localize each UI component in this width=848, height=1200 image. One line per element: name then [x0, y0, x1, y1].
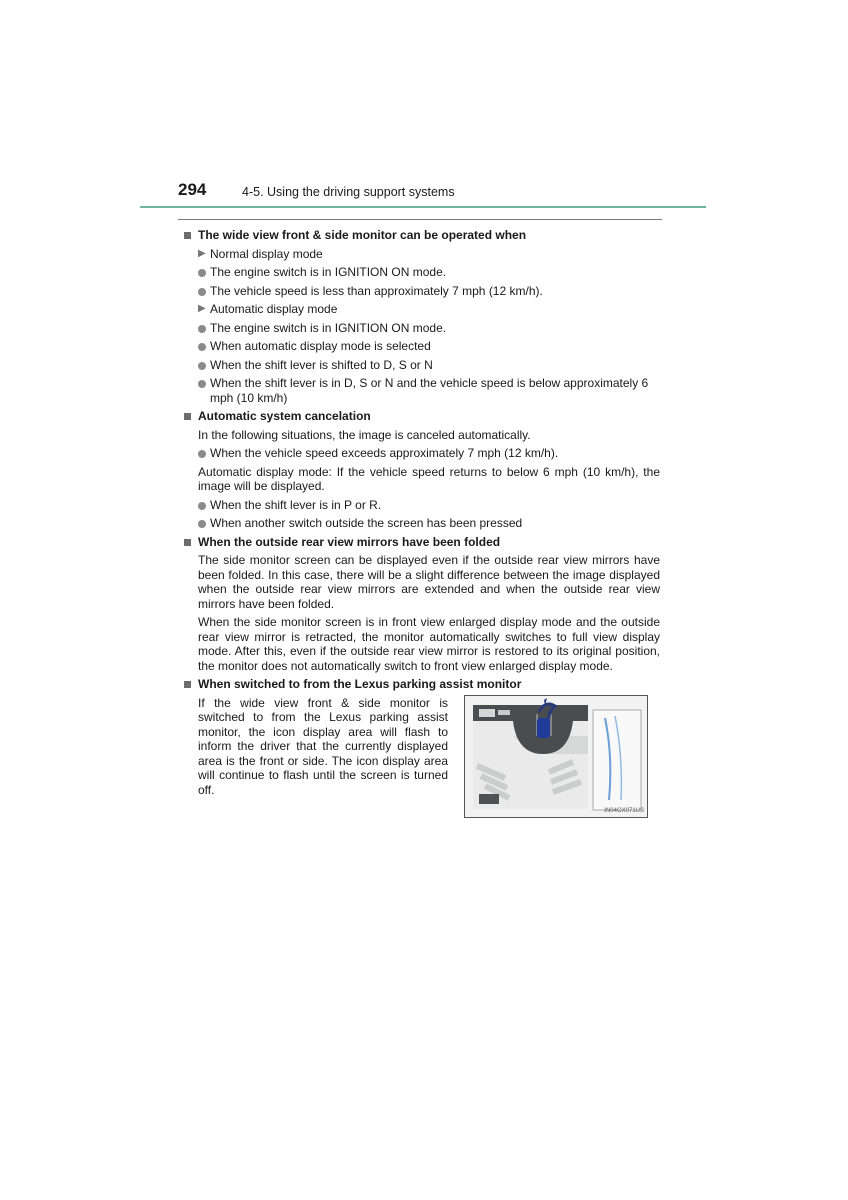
list-item-text: When the vehicle speed exceeds approximately 7 mph (12 km/h).	[210, 446, 559, 460]
list-item	[184, 516, 660, 531]
content-divider	[178, 219, 662, 220]
square-bullet-icon	[184, 413, 191, 420]
circle-bullet-icon	[198, 520, 206, 528]
circle-bullet-icon	[198, 288, 206, 296]
heading-text: When the outside rear view mirrors have been folded	[198, 534, 501, 549]
list-item	[184, 247, 660, 262]
square-bullet-icon	[184, 681, 191, 688]
camera-view-icon	[537, 718, 550, 738]
list-item-text: Automatic display mode	[210, 302, 338, 316]
circle-bullet-icon	[198, 325, 206, 333]
circle-bullet-icon	[198, 502, 206, 510]
paragraph: Automatic display mode: If the vehicle speed returns to below 6 mph (10 km/h), the image will be displayed.	[198, 464, 660, 493]
list-item-text: The vehicle speed is less than approximately 7 mph (12 km/h).	[210, 283, 543, 298]
paragraph: When the side monitor screen is in front view enlarged display mode and the outside rear view mirror is retracted, the monitor automatically switches to full view display mode. After this, even if the outside rear view mirror is restored to its original position, the monitor does not automatically switch to front view enlarged display mode.	[198, 615, 660, 673]
heading-text: Automatic system cancelation	[198, 409, 371, 423]
list-item	[184, 265, 660, 280]
square-bullet-icon	[184, 232, 191, 239]
section-heading	[184, 228, 660, 243]
section-heading	[184, 677, 660, 692]
list-item-text: The engine switch is in IGNITION ON mode.	[210, 320, 447, 335]
square-bullet-icon	[184, 539, 191, 546]
header-divider	[140, 206, 706, 208]
triangle-bullet-icon: ▶	[198, 247, 206, 259]
list-item-text: When automatic display mode is selected	[210, 339, 431, 353]
monitor-screen-illustration	[464, 695, 648, 818]
circle-bullet-icon	[198, 269, 206, 277]
list-item	[184, 284, 660, 299]
paragraph: The side monitor screen can be displayed even if the outside rear view mirrors have been folded. In this case, there will be a slight difference between the image displayed when the outside rear view mirrors are extended and when the outside rear view mirrors have been folded.	[198, 553, 660, 611]
section-heading	[184, 535, 660, 550]
paragraph: If the wide view front & side monitor is switched to from the Lexus parking assist monitor, the icon display area will flash to inform the driver that the currently displayed area is the front or side. The icon display area will continue to flash until the screen is turned off.	[198, 695, 448, 797]
monitor-screen-graphic	[465, 696, 647, 817]
circle-bullet-icon	[198, 343, 206, 351]
heading-text: The wide view front & side monitor can be operated when	[198, 228, 527, 242]
figure-block	[184, 696, 660, 822]
page-content	[184, 228, 660, 822]
list-item	[184, 446, 660, 461]
page-number: 294	[178, 180, 207, 199]
circle-bullet-icon	[198, 362, 206, 370]
heading-text: When switched to from the Lexus parking assist monitor	[198, 677, 522, 691]
figure-code: IN04GX071US	[604, 807, 644, 814]
section-title: 4-5. Using the driving support systems	[242, 185, 455, 199]
list-item	[184, 498, 660, 513]
list-item-text: When the shift lever is in P or R.	[210, 497, 382, 512]
list-item-text: When the shift lever is in D, S or N and the vehicle speed is below approximately 6 mph (10 km/h)	[210, 376, 649, 405]
list-item-text: Normal display mode	[210, 246, 323, 261]
paragraph: In the following situations, the image is canceled automatically.	[198, 427, 531, 442]
list-item-text: When the shift lever is shifted to D, S or N	[210, 357, 433, 372]
triangle-bullet-icon: ▶	[198, 303, 206, 314]
list-item-text: The engine switch is in IGNITION ON mode.	[210, 265, 447, 279]
list-item	[184, 376, 660, 405]
list-item	[184, 321, 660, 336]
list-item	[184, 302, 660, 317]
list-item-text: When another switch outside the screen has been pressed	[210, 516, 523, 530]
circle-bullet-icon	[198, 380, 206, 388]
list-item	[184, 358, 660, 373]
circle-bullet-icon	[198, 450, 206, 458]
section-heading	[184, 409, 660, 424]
list-item	[184, 339, 660, 354]
